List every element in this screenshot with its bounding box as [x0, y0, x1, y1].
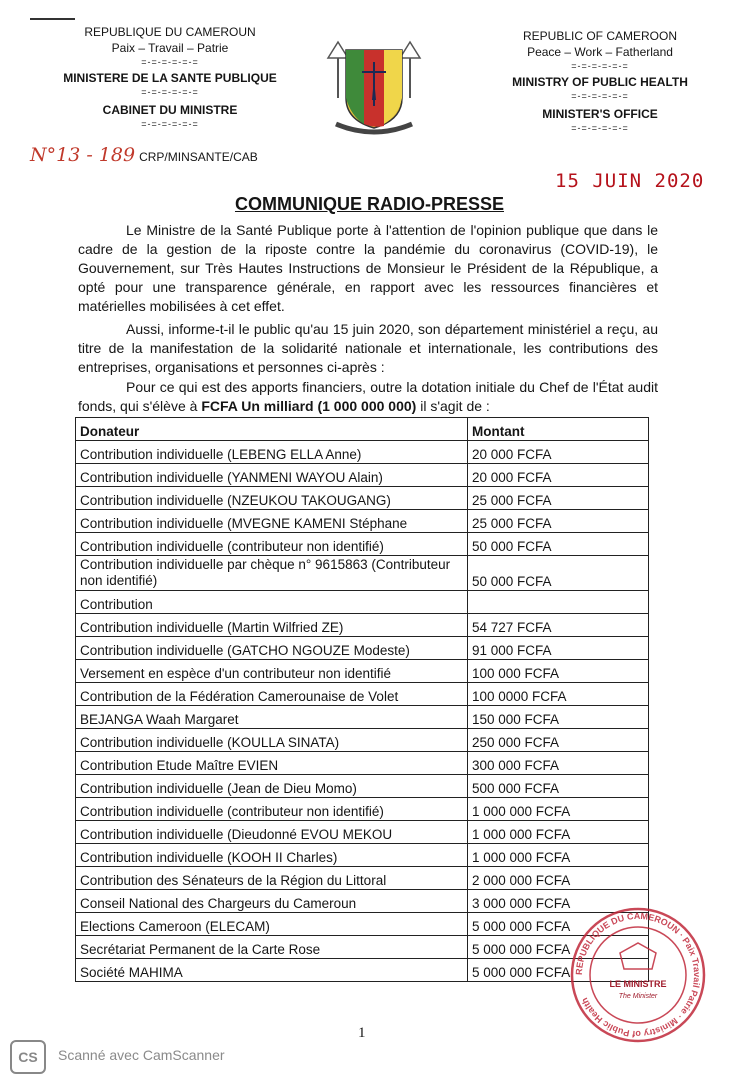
header-left	[60, 24, 280, 130]
separator: =-=-=-=-=-=	[571, 61, 629, 71]
donor-cell: Versement en espèce d'un contributeur non identifié	[76, 660, 468, 683]
page-number: 1	[358, 1025, 366, 1041]
amount-cell: 3 000 000 FCFA	[468, 890, 649, 913]
paragraph-contributions: Aussi, informe-t-il le public qu'au 15 juin 2020, son département ministériel a reçu, au titre de la manifestation de la solidarité nationale et internationale, les contributions des entreprises, organisations et personnes ci-après :	[78, 321, 658, 375]
donor-cell: Contribution Etude Maître EVIEN	[76, 752, 468, 775]
donor-cell: Contribution des Sénateurs de la Région du Littoral	[76, 867, 468, 890]
amount-cell: 150 000 FCFA	[468, 706, 649, 729]
table-row	[76, 533, 649, 556]
amount-cell: 300 000 FCFA	[468, 752, 649, 775]
donor-cell: Contribution individuelle (NZEUKOU TAKOUGANG)	[76, 487, 468, 510]
table-row	[76, 798, 649, 821]
country-fr: REPUBLIQUE DU CAMEROUN	[84, 25, 256, 39]
amount-cell: 20 000 FCFA	[468, 464, 649, 487]
separator: =-=-=-=-=-=	[141, 57, 199, 67]
amount-cell: 5 000 000 FCFA	[468, 936, 649, 959]
column-header-donor: Donateur	[76, 418, 468, 441]
donor-cell: Contribution	[76, 591, 468, 614]
amount-cell: 5 000 000 FCFA	[468, 959, 649, 982]
donor-cell: Contribution individuelle par chèque n° 9615863 (Contributeur non identifié)	[76, 556, 468, 591]
donor-cell: Contribution de la Fédération Camerounaise de Volet	[76, 683, 468, 706]
donor-cell: Contribution individuelle (KOOH II Charles)	[76, 844, 468, 867]
svg-text:REPUBLIQUE DU CAMEROUN · Paix	[574, 911, 702, 1039]
donor-cell: BEJANGA Waah Margaret	[76, 706, 468, 729]
table-row	[76, 752, 649, 775]
separator: =-=-=-=-=-=	[141, 119, 199, 129]
stamp-ring-text: REPUBLIQUE DU CAMEROUN · Paix Travail Patrie · Ministry of Public Health	[573, 910, 703, 1040]
office-en: MINISTER'S OFFICE	[542, 107, 658, 121]
paragraph-intro: Le Ministre de la Santé Publique porte à l'attention de l'opinion publique que dans le cadre de la gestion de la riposte contre la pandémie du coronavirus (COVID-19), le Gouvernement, sur Très Hautes Instructions de Monsieur le Président de la République, a opté pour une transparence générale, en rapport avec les ressources financières et matérielles mobilisées à cet effet.	[78, 222, 658, 314]
donor-cell: Contribution individuelle (LEBENG ELLA Anne)	[76, 441, 468, 464]
table-row	[76, 775, 649, 798]
amount-cell: 250 000 FCFA	[468, 729, 649, 752]
donor-cell: Secrétariat Permanent de la Carte Rose	[76, 936, 468, 959]
separator: =-=-=-=-=-=	[571, 123, 629, 133]
amount-cell: 54 727 FCFA	[468, 614, 649, 637]
amount-cell: 91 000 FCFA	[468, 637, 649, 660]
coat-of-arms-icon	[318, 28, 430, 140]
donor-cell: Société MAHIMA	[76, 959, 468, 982]
donor-cell: Contribution individuelle (Dieudonné EVOU MEKOU	[76, 821, 468, 844]
stamp-title: LE MINISTRE	[609, 979, 667, 989]
amount-cell: 2 000 000 FCFA	[468, 867, 649, 890]
header-right	[500, 28, 700, 134]
amount-cell: 50 000 FCFA	[468, 556, 649, 591]
amount-cell	[468, 591, 649, 614]
printed-reference: CRP/MINSANTE/CAB	[139, 150, 258, 164]
table-row	[76, 913, 649, 936]
amount-cell: 50 000 FCFA	[468, 533, 649, 556]
camscanner-watermark: Scanné avec CamScanner	[58, 1047, 225, 1063]
ministry-en: MINISTRY OF PUBLIC HEALTH	[512, 75, 688, 89]
amount-cell: 500 000 FCFA	[468, 775, 649, 798]
office-fr: CABINET DU MINISTRE	[102, 103, 238, 117]
table-row	[76, 729, 649, 752]
country-en: REPUBLIC OF CAMEROON	[522, 29, 678, 43]
donor-cell: Contribution individuelle (Jean de Dieu Momo)	[76, 775, 468, 798]
separator: =-=-=-=-=-=	[141, 87, 199, 97]
donor-cell: Contribution individuelle (KOULLA SINATA)	[76, 729, 468, 752]
table-row	[76, 591, 649, 614]
table-row	[76, 844, 649, 867]
donor-cell: Contribution individuelle (contributeur non identifié)	[76, 533, 468, 556]
paragraph-financial	[78, 378, 658, 416]
table-row	[76, 441, 649, 464]
financial-amount: FCFA Un milliard (1 000 000 000)	[201, 398, 417, 414]
amount-cell: 100 0000 FCFA	[468, 683, 649, 706]
financial-text: Pour ce qui est des apports financiers, outre la dotation initiale du Chef de l'État audit fonds, qui s'élève à	[78, 379, 658, 414]
table-row	[76, 683, 649, 706]
amount-cell: 1 000 000 FCFA	[468, 844, 649, 867]
reference-number	[30, 144, 258, 166]
date-stamp: 15 JUIN 2020	[555, 170, 705, 192]
official-stamp-icon	[568, 905, 708, 1045]
table-row	[76, 510, 649, 533]
amount-cell: 5 000 000 FCFA	[468, 913, 649, 936]
table-row	[76, 660, 649, 683]
motto-fr: Paix – Travail – Patrie	[111, 41, 229, 55]
donor-cell: Contribution individuelle (YANMENI WAYOU Alain)	[76, 464, 468, 487]
handwritten-reference: N°13 - 189	[30, 144, 136, 166]
donor-cell: Elections Cameroon (ELECAM)	[76, 913, 468, 936]
table-row	[76, 614, 649, 637]
table-row	[76, 821, 649, 844]
donor-cell: Conseil National des Chargeurs du Cameroun	[76, 890, 468, 913]
amount-cell: 20 000 FCFA	[468, 441, 649, 464]
motto-en: Peace – Work – Fatherland	[527, 45, 673, 59]
table-row	[76, 890, 649, 913]
financial-text-end: il s'agit de :	[416, 398, 490, 414]
amount-cell: 1 000 000 FCFA	[468, 798, 649, 821]
donor-cell: Contribution individuelle (GATCHO NGOUZE Modeste)	[76, 637, 468, 660]
amount-cell: 25 000 FCFA	[468, 487, 649, 510]
header-rule	[30, 18, 75, 20]
donors-table	[75, 417, 649, 982]
table-row	[76, 706, 649, 729]
amount-cell: 25 000 FCFA	[468, 510, 649, 533]
table-row	[76, 637, 649, 660]
table-row	[76, 959, 649, 982]
amount-cell: 1 000 000 FCFA	[468, 821, 649, 844]
table-row	[76, 487, 649, 510]
table-row	[76, 867, 649, 890]
camscanner-logo-icon: CS	[10, 1040, 46, 1074]
document-title: COMMUNIQUE RADIO-PRESSE	[234, 194, 504, 214]
amount-cell: 100 000 FCFA	[468, 660, 649, 683]
table-header-row	[76, 418, 649, 441]
donor-cell: Contribution individuelle (Martin Wilfried ZE)	[76, 614, 468, 637]
table-row	[76, 556, 649, 591]
table-row	[76, 464, 649, 487]
donor-cell: Contribution individuelle (contributeur non identifié)	[76, 798, 468, 821]
separator: =-=-=-=-=-=	[571, 91, 629, 101]
ministry-fr: MINISTERE DE LA SANTE PUBLIQUE	[63, 71, 277, 85]
column-header-amount: Montant	[468, 418, 649, 441]
table-row	[76, 936, 649, 959]
stamp-subtitle: The Minister	[618, 993, 658, 1000]
donor-cell: Contribution individuelle (MVEGNE KAMENI Stéphane	[76, 510, 468, 533]
